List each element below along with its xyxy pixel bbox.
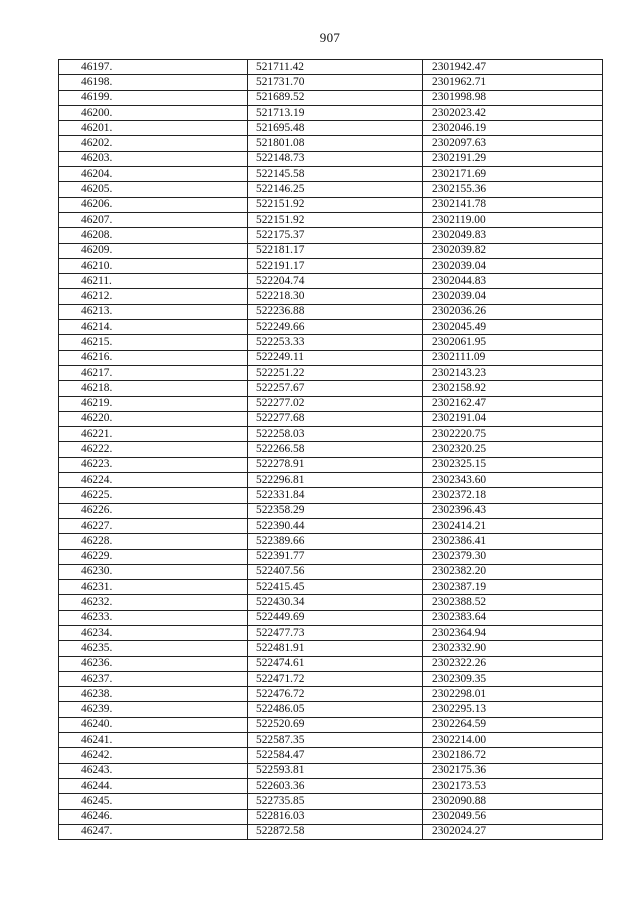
y-coordinate-cell: 2302298.01 — [423, 687, 603, 702]
x-coordinate-cell: 522218.30 — [248, 289, 423, 304]
y-coordinate-cell: 2302383.64 — [423, 610, 603, 625]
point-number-cell: 46233. — [59, 610, 248, 625]
x-coordinate-cell: 522471.72 — [248, 671, 423, 686]
point-number-cell: 46241. — [59, 733, 248, 748]
y-coordinate-cell: 2302097.63 — [423, 136, 603, 151]
table-row — [59, 549, 603, 564]
x-coordinate-cell: 522477.73 — [248, 625, 423, 640]
point-number-cell: 46202. — [59, 136, 248, 151]
y-coordinate-cell: 2302039.82 — [423, 243, 603, 258]
table-row — [59, 671, 603, 686]
point-number-cell: 46229. — [59, 549, 248, 564]
table-row — [59, 473, 603, 488]
y-coordinate-cell: 2301998.98 — [423, 90, 603, 105]
y-coordinate-cell: 2302388.52 — [423, 595, 603, 610]
x-coordinate-cell: 522358.29 — [248, 503, 423, 518]
table-row — [59, 717, 603, 732]
x-coordinate-cell: 522331.84 — [248, 488, 423, 503]
point-number-cell: 46210. — [59, 258, 248, 273]
y-coordinate-cell: 2302143.23 — [423, 365, 603, 380]
x-coordinate-cell: 522191.17 — [248, 258, 423, 273]
point-number-cell: 46208. — [59, 228, 248, 243]
y-coordinate-cell: 2302045.49 — [423, 320, 603, 335]
table-row — [59, 182, 603, 197]
point-number-cell: 46245. — [59, 794, 248, 809]
x-coordinate-cell: 522593.81 — [248, 763, 423, 778]
table-row — [59, 258, 603, 273]
y-coordinate-cell: 2302295.13 — [423, 702, 603, 717]
y-coordinate-cell: 2302061.95 — [423, 335, 603, 350]
x-coordinate-cell: 522181.17 — [248, 243, 423, 258]
y-coordinate-cell: 2302155.36 — [423, 182, 603, 197]
point-number-cell: 46213. — [59, 304, 248, 319]
table-row — [59, 167, 603, 182]
point-number-cell: 46206. — [59, 197, 248, 212]
y-coordinate-cell: 2302111.09 — [423, 350, 603, 365]
x-coordinate-cell: 522449.69 — [248, 610, 423, 625]
table-row — [59, 564, 603, 579]
x-coordinate-cell: 522249.11 — [248, 350, 423, 365]
y-coordinate-cell: 2302396.43 — [423, 503, 603, 518]
y-coordinate-cell: 2302186.72 — [423, 748, 603, 763]
y-coordinate-cell: 2302119.00 — [423, 212, 603, 227]
table-row — [59, 411, 603, 426]
coordinates-table — [58, 59, 603, 840]
y-coordinate-cell: 2302171.69 — [423, 167, 603, 182]
x-coordinate-cell: 522277.68 — [248, 411, 423, 426]
y-coordinate-cell: 2302036.26 — [423, 304, 603, 319]
x-coordinate-cell: 522266.58 — [248, 442, 423, 457]
x-coordinate-cell: 522278.91 — [248, 457, 423, 472]
point-number-cell: 46230. — [59, 564, 248, 579]
point-number-cell: 46244. — [59, 778, 248, 793]
table-row — [59, 794, 603, 809]
y-coordinate-cell: 2302309.35 — [423, 671, 603, 686]
y-coordinate-cell: 2302214.00 — [423, 733, 603, 748]
point-number-cell: 46214. — [59, 320, 248, 335]
x-coordinate-cell: 522296.81 — [248, 473, 423, 488]
point-number-cell: 46217. — [59, 365, 248, 380]
y-coordinate-cell: 2302039.04 — [423, 289, 603, 304]
point-number-cell: 46199. — [59, 90, 248, 105]
table-row — [59, 580, 603, 595]
y-coordinate-cell: 2302379.30 — [423, 549, 603, 564]
x-coordinate-cell: 522481.91 — [248, 641, 423, 656]
x-coordinate-cell: 522148.73 — [248, 151, 423, 166]
point-number-cell: 46198. — [59, 75, 248, 90]
x-coordinate-cell: 522277.02 — [248, 396, 423, 411]
y-coordinate-cell: 2302141.78 — [423, 197, 603, 212]
point-number-cell: 46232. — [59, 595, 248, 610]
x-coordinate-cell: 522603.36 — [248, 778, 423, 793]
y-coordinate-cell: 2302264.59 — [423, 717, 603, 732]
y-coordinate-cell: 2301942.47 — [423, 60, 603, 75]
table-row — [59, 212, 603, 227]
coordinates-table-body — [59, 60, 603, 840]
y-coordinate-cell: 2301962.71 — [423, 75, 603, 90]
table-row — [59, 457, 603, 472]
table-row — [59, 824, 603, 839]
y-coordinate-cell: 2302220.75 — [423, 427, 603, 442]
y-coordinate-cell: 2302332.90 — [423, 641, 603, 656]
x-coordinate-cell: 522415.45 — [248, 580, 423, 595]
table-row — [59, 534, 603, 549]
y-coordinate-cell: 2302049.83 — [423, 228, 603, 243]
y-coordinate-cell: 2302162.47 — [423, 396, 603, 411]
table-row — [59, 687, 603, 702]
x-coordinate-cell: 522430.34 — [248, 595, 423, 610]
point-number-cell: 46242. — [59, 748, 248, 763]
table-row — [59, 289, 603, 304]
point-number-cell: 46203. — [59, 151, 248, 166]
y-coordinate-cell: 2302343.60 — [423, 473, 603, 488]
point-number-cell: 46236. — [59, 656, 248, 671]
x-coordinate-cell: 521713.19 — [248, 105, 423, 120]
point-number-cell: 46234. — [59, 625, 248, 640]
x-coordinate-cell: 521731.70 — [248, 75, 423, 90]
y-coordinate-cell: 2302322.26 — [423, 656, 603, 671]
y-coordinate-cell: 2302175.36 — [423, 763, 603, 778]
x-coordinate-cell: 521695.48 — [248, 121, 423, 136]
y-coordinate-cell: 2302158.92 — [423, 381, 603, 396]
point-number-cell: 46197. — [59, 60, 248, 75]
x-coordinate-cell: 522236.88 — [248, 304, 423, 319]
x-coordinate-cell: 522476.72 — [248, 687, 423, 702]
point-number-cell: 46239. — [59, 702, 248, 717]
x-coordinate-cell: 522146.25 — [248, 182, 423, 197]
x-coordinate-cell: 522486.05 — [248, 702, 423, 717]
x-coordinate-cell: 521801.08 — [248, 136, 423, 151]
point-number-cell: 46216. — [59, 350, 248, 365]
table-row — [59, 763, 603, 778]
x-coordinate-cell: 522251.22 — [248, 365, 423, 380]
table-row — [59, 778, 603, 793]
point-number-cell: 46224. — [59, 473, 248, 488]
x-coordinate-cell: 522587.35 — [248, 733, 423, 748]
table-row — [59, 641, 603, 656]
point-number-cell: 46238. — [59, 687, 248, 702]
table-row — [59, 488, 603, 503]
table-row — [59, 320, 603, 335]
table-row — [59, 702, 603, 717]
x-coordinate-cell: 522584.47 — [248, 748, 423, 763]
x-coordinate-cell: 522151.92 — [248, 212, 423, 227]
y-coordinate-cell: 2302039.04 — [423, 258, 603, 273]
x-coordinate-cell: 521689.52 — [248, 90, 423, 105]
x-coordinate-cell: 522872.58 — [248, 824, 423, 839]
x-coordinate-cell: 522407.56 — [248, 564, 423, 579]
y-coordinate-cell: 2302046.19 — [423, 121, 603, 136]
table-row — [59, 442, 603, 457]
y-coordinate-cell: 2302090.88 — [423, 794, 603, 809]
point-number-cell: 46222. — [59, 442, 248, 457]
y-coordinate-cell: 2302414.21 — [423, 518, 603, 533]
x-coordinate-cell: 522520.69 — [248, 717, 423, 732]
x-coordinate-cell: 522204.74 — [248, 274, 423, 289]
x-coordinate-cell: 522175.37 — [248, 228, 423, 243]
table-row — [59, 60, 603, 75]
table-row — [59, 503, 603, 518]
y-coordinate-cell: 2302386.41 — [423, 534, 603, 549]
x-coordinate-cell: 522389.66 — [248, 534, 423, 549]
table-row — [59, 75, 603, 90]
point-number-cell: 46207. — [59, 212, 248, 227]
table-row — [59, 381, 603, 396]
point-number-cell: 46219. — [59, 396, 248, 411]
point-number-cell: 46221. — [59, 427, 248, 442]
point-number-cell: 46204. — [59, 167, 248, 182]
point-number-cell: 46231. — [59, 580, 248, 595]
y-coordinate-cell: 2302364.94 — [423, 625, 603, 640]
table-row — [59, 90, 603, 105]
point-number-cell: 46226. — [59, 503, 248, 518]
x-coordinate-cell: 521711.42 — [248, 60, 423, 75]
table-row — [59, 151, 603, 166]
table-row — [59, 243, 603, 258]
point-number-cell: 46237. — [59, 671, 248, 686]
table-row — [59, 274, 603, 289]
point-number-cell: 46220. — [59, 411, 248, 426]
table-row — [59, 656, 603, 671]
table-row — [59, 335, 603, 350]
y-coordinate-cell: 2302372.18 — [423, 488, 603, 503]
point-number-cell: 46201. — [59, 121, 248, 136]
table-row — [59, 396, 603, 411]
x-coordinate-cell: 522249.66 — [248, 320, 423, 335]
point-number-cell: 46211. — [59, 274, 248, 289]
table-row — [59, 809, 603, 824]
x-coordinate-cell: 522145.58 — [248, 167, 423, 182]
table-row — [59, 365, 603, 380]
table-row — [59, 610, 603, 625]
table-row — [59, 595, 603, 610]
y-coordinate-cell: 2302023.42 — [423, 105, 603, 120]
y-coordinate-cell: 2302382.20 — [423, 564, 603, 579]
table-row — [59, 518, 603, 533]
x-coordinate-cell: 522816.03 — [248, 809, 423, 824]
x-coordinate-cell: 522735.85 — [248, 794, 423, 809]
y-coordinate-cell: 2302191.04 — [423, 411, 603, 426]
table-row — [59, 625, 603, 640]
point-number-cell: 46218. — [59, 381, 248, 396]
point-number-cell: 46247. — [59, 824, 248, 839]
point-number-cell: 46243. — [59, 763, 248, 778]
y-coordinate-cell: 2302191.29 — [423, 151, 603, 166]
x-coordinate-cell: 522391.77 — [248, 549, 423, 564]
table-row — [59, 733, 603, 748]
table-row — [59, 304, 603, 319]
x-coordinate-cell: 522474.61 — [248, 656, 423, 671]
point-number-cell: 46212. — [59, 289, 248, 304]
table-row — [59, 427, 603, 442]
y-coordinate-cell: 2302044.83 — [423, 274, 603, 289]
table-row — [59, 105, 603, 120]
point-number-cell: 46225. — [59, 488, 248, 503]
x-coordinate-cell: 522253.33 — [248, 335, 423, 350]
x-coordinate-cell: 522258.03 — [248, 427, 423, 442]
x-coordinate-cell: 522151.92 — [248, 197, 423, 212]
table-row — [59, 121, 603, 136]
x-coordinate-cell: 522257.67 — [248, 381, 423, 396]
point-number-cell: 46227. — [59, 518, 248, 533]
y-coordinate-cell: 2302320.25 — [423, 442, 603, 457]
table-row — [59, 748, 603, 763]
point-number-cell: 46235. — [59, 641, 248, 656]
table-row — [59, 228, 603, 243]
point-number-cell: 46209. — [59, 243, 248, 258]
point-number-cell: 46200. — [59, 105, 248, 120]
point-number-cell: 46223. — [59, 457, 248, 472]
table-row — [59, 197, 603, 212]
point-number-cell: 46205. — [59, 182, 248, 197]
point-number-cell: 46246. — [59, 809, 248, 824]
y-coordinate-cell: 2302387.19 — [423, 580, 603, 595]
point-number-cell: 46240. — [59, 717, 248, 732]
table-row — [59, 136, 603, 151]
x-coordinate-cell: 522390.44 — [248, 518, 423, 533]
y-coordinate-cell: 2302325.15 — [423, 457, 603, 472]
y-coordinate-cell: 2302049.56 — [423, 809, 603, 824]
table-row — [59, 350, 603, 365]
page-number: 907 — [319, 30, 341, 45]
y-coordinate-cell: 2302024.27 — [423, 824, 603, 839]
y-coordinate-cell: 2302173.53 — [423, 778, 603, 793]
point-number-cell: 46215. — [59, 335, 248, 350]
point-number-cell: 46228. — [59, 534, 248, 549]
